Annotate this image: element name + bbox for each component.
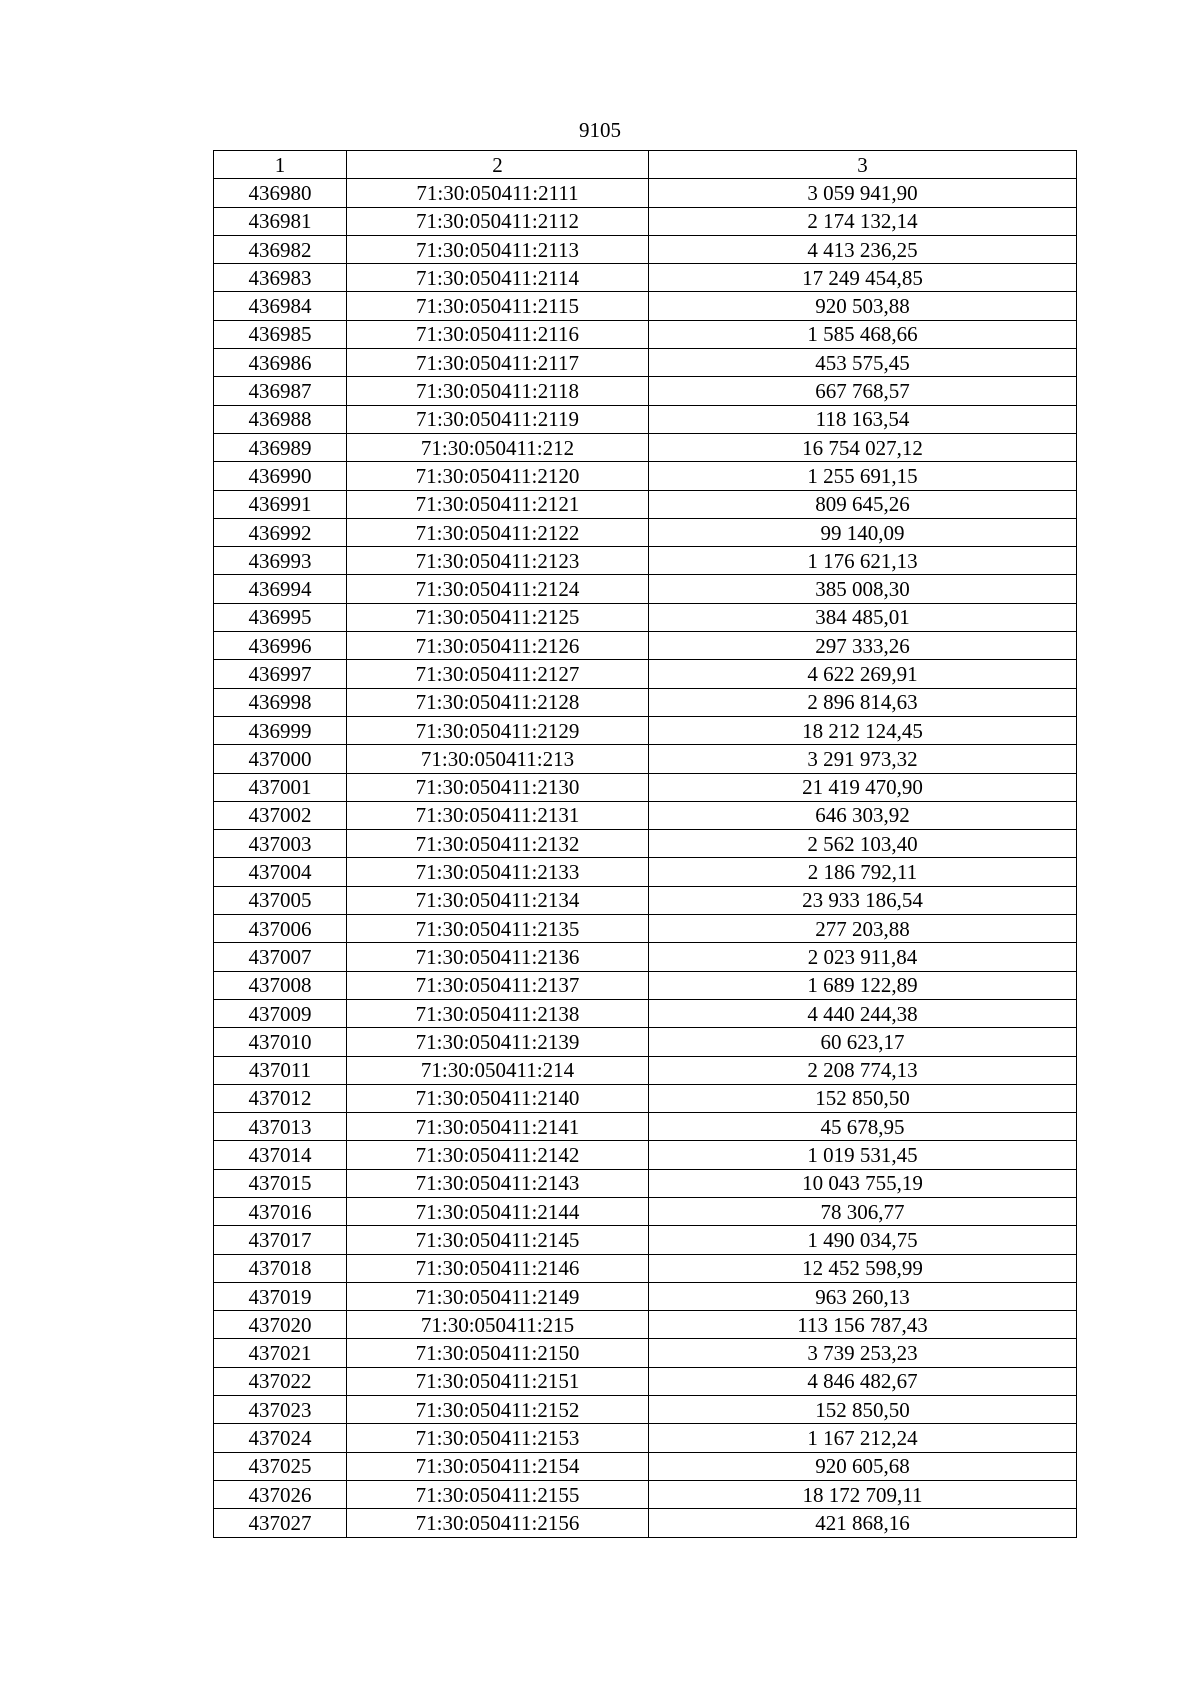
table-row bbox=[214, 1084, 1077, 1112]
row-number-cell: 436997 bbox=[214, 660, 347, 688]
row-number-cell: 437027 bbox=[214, 1509, 347, 1537]
cadastral-number-cell: 71:30:050411:2144 bbox=[347, 1197, 649, 1225]
cadastral-number-cell: 71:30:050411:2112 bbox=[347, 207, 649, 235]
table-row bbox=[214, 1141, 1077, 1169]
row-number-cell: 437006 bbox=[214, 915, 347, 943]
table-row bbox=[214, 660, 1077, 688]
table-row bbox=[214, 688, 1077, 716]
table-row bbox=[214, 632, 1077, 660]
value-cell: 4 413 236,25 bbox=[649, 235, 1077, 263]
cadastral-number-cell: 71:30:050411:2121 bbox=[347, 490, 649, 518]
row-number-cell: 436994 bbox=[214, 575, 347, 603]
cadastral-number-cell: 71:30:050411:214 bbox=[347, 1056, 649, 1084]
table-row bbox=[214, 292, 1077, 320]
cadastral-number-cell: 71:30:050411:2119 bbox=[347, 405, 649, 433]
row-number-cell: 436983 bbox=[214, 264, 347, 292]
row-number-cell: 436986 bbox=[214, 349, 347, 377]
row-number-cell: 436992 bbox=[214, 518, 347, 546]
value-cell: 1 689 122,89 bbox=[649, 971, 1077, 999]
value-cell: 152 850,50 bbox=[649, 1084, 1077, 1112]
registry-table bbox=[213, 150, 1077, 1538]
cadastral-number-cell: 71:30:050411:212 bbox=[347, 433, 649, 461]
cadastral-number-cell: 71:30:050411:2122 bbox=[347, 518, 649, 546]
row-number-cell: 437003 bbox=[214, 830, 347, 858]
row-number-cell: 437002 bbox=[214, 801, 347, 829]
value-cell: 963 260,13 bbox=[649, 1282, 1077, 1310]
table-row bbox=[214, 999, 1077, 1027]
cadastral-number-cell: 71:30:050411:2118 bbox=[347, 377, 649, 405]
table-row bbox=[214, 773, 1077, 801]
value-cell: 2 208 774,13 bbox=[649, 1056, 1077, 1084]
value-cell: 3 739 253,23 bbox=[649, 1339, 1077, 1367]
cadastral-number-cell: 71:30:050411:2115 bbox=[347, 292, 649, 320]
value-cell: 3 291 973,32 bbox=[649, 745, 1077, 773]
row-number-cell: 437024 bbox=[214, 1424, 347, 1452]
row-number-cell: 437018 bbox=[214, 1254, 347, 1282]
table-row bbox=[214, 207, 1077, 235]
cadastral-number-cell: 71:30:050411:2143 bbox=[347, 1169, 649, 1197]
value-cell: 1 490 034,75 bbox=[649, 1226, 1077, 1254]
value-cell: 152 850,50 bbox=[649, 1396, 1077, 1424]
row-number-cell: 436985 bbox=[214, 320, 347, 348]
value-cell: 4 846 482,67 bbox=[649, 1367, 1077, 1395]
value-cell: 2 186 792,11 bbox=[649, 858, 1077, 886]
table-row bbox=[214, 405, 1077, 433]
row-number-cell: 436989 bbox=[214, 433, 347, 461]
cadastral-number-cell: 71:30:050411:215 bbox=[347, 1311, 649, 1339]
row-number-cell: 436993 bbox=[214, 547, 347, 575]
cadastral-number-cell: 71:30:050411:2130 bbox=[347, 773, 649, 801]
row-number-cell: 436981 bbox=[214, 207, 347, 235]
cadastral-number-cell: 71:30:050411:2151 bbox=[347, 1367, 649, 1395]
cadastral-number-cell: 71:30:050411:2131 bbox=[347, 801, 649, 829]
cadastral-number-cell: 71:30:050411:2136 bbox=[347, 943, 649, 971]
value-cell: 809 645,26 bbox=[649, 490, 1077, 518]
cadastral-number-cell: 71:30:050411:2111 bbox=[347, 179, 649, 207]
row-number-cell: 437017 bbox=[214, 1226, 347, 1254]
table-row bbox=[214, 518, 1077, 546]
cadastral-number-cell: 71:30:050411:2149 bbox=[347, 1282, 649, 1310]
value-cell: 16 754 027,12 bbox=[649, 433, 1077, 461]
page-number: 9105 bbox=[579, 118, 621, 142]
value-cell: 113 156 787,43 bbox=[649, 1311, 1077, 1339]
value-cell: 4 622 269,91 bbox=[649, 660, 1077, 688]
row-number-cell: 437019 bbox=[214, 1282, 347, 1310]
cadastral-number-cell: 71:30:050411:2126 bbox=[347, 632, 649, 660]
table-row bbox=[214, 1113, 1077, 1141]
row-number-cell: 436982 bbox=[214, 235, 347, 263]
value-cell: 60 623,17 bbox=[649, 1028, 1077, 1056]
cadastral-number-cell: 71:30:050411:2150 bbox=[347, 1339, 649, 1367]
cadastral-number-cell: 71:30:050411:213 bbox=[347, 745, 649, 773]
value-cell: 646 303,92 bbox=[649, 801, 1077, 829]
table-row bbox=[214, 801, 1077, 829]
table-row bbox=[214, 830, 1077, 858]
table-row bbox=[214, 1282, 1077, 1310]
cadastral-number-cell: 71:30:050411:2116 bbox=[347, 320, 649, 348]
cadastral-number-cell: 71:30:050411:2134 bbox=[347, 886, 649, 914]
row-number-cell: 437012 bbox=[214, 1084, 347, 1112]
table-row bbox=[214, 235, 1077, 263]
value-cell: 1 585 468,66 bbox=[649, 320, 1077, 348]
value-cell: 421 868,16 bbox=[649, 1509, 1077, 1537]
table-row bbox=[214, 377, 1077, 405]
cadastral-number-cell: 71:30:050411:2137 bbox=[347, 971, 649, 999]
cadastral-number-cell: 71:30:050411:2139 bbox=[347, 1028, 649, 1056]
cadastral-number-cell: 71:30:050411:2124 bbox=[347, 575, 649, 603]
table-row bbox=[214, 745, 1077, 773]
row-number-cell: 436999 bbox=[214, 716, 347, 744]
table-row bbox=[214, 264, 1077, 292]
column-header-1: 1 bbox=[214, 151, 347, 179]
value-cell: 10 043 755,19 bbox=[649, 1169, 1077, 1197]
row-number-cell: 437022 bbox=[214, 1367, 347, 1395]
row-number-cell: 437015 bbox=[214, 1169, 347, 1197]
cadastral-number-cell: 71:30:050411:2155 bbox=[347, 1480, 649, 1508]
table-row bbox=[214, 462, 1077, 490]
row-number-cell: 437025 bbox=[214, 1452, 347, 1480]
table-row bbox=[214, 1339, 1077, 1367]
table-row bbox=[214, 1028, 1077, 1056]
row-number-cell: 437000 bbox=[214, 745, 347, 773]
table-row bbox=[214, 886, 1077, 914]
table-row bbox=[214, 1197, 1077, 1225]
cadastral-number-cell: 71:30:050411:2133 bbox=[347, 858, 649, 886]
table-row bbox=[214, 716, 1077, 744]
row-number-cell: 436980 bbox=[214, 179, 347, 207]
table-row bbox=[214, 575, 1077, 603]
row-number-cell: 437010 bbox=[214, 1028, 347, 1056]
value-cell: 12 452 598,99 bbox=[649, 1254, 1077, 1282]
table-row bbox=[214, 1509, 1077, 1537]
table-row bbox=[214, 1169, 1077, 1197]
value-cell: 453 575,45 bbox=[649, 349, 1077, 377]
value-cell: 118 163,54 bbox=[649, 405, 1077, 433]
value-cell: 1 255 691,15 bbox=[649, 462, 1077, 490]
table-row bbox=[214, 179, 1077, 207]
column-header-3: 3 bbox=[649, 151, 1077, 179]
table-row bbox=[214, 603, 1077, 631]
cadastral-number-cell: 71:30:050411:2142 bbox=[347, 1141, 649, 1169]
table-row bbox=[214, 915, 1077, 943]
cadastral-number-cell: 71:30:050411:2145 bbox=[347, 1226, 649, 1254]
table-row bbox=[214, 943, 1077, 971]
value-cell: 17 249 454,85 bbox=[649, 264, 1077, 292]
cadastral-number-cell: 71:30:050411:2127 bbox=[347, 660, 649, 688]
value-cell: 23 933 186,54 bbox=[649, 886, 1077, 914]
cadastral-number-cell: 71:30:050411:2135 bbox=[347, 915, 649, 943]
value-cell: 297 333,26 bbox=[649, 632, 1077, 660]
cadastral-number-cell: 71:30:050411:2146 bbox=[347, 1254, 649, 1282]
cadastral-number-cell: 71:30:050411:2132 bbox=[347, 830, 649, 858]
row-number-cell: 437026 bbox=[214, 1480, 347, 1508]
cadastral-number-cell: 71:30:050411:2152 bbox=[347, 1396, 649, 1424]
cadastral-number-cell: 71:30:050411:2125 bbox=[347, 603, 649, 631]
table-row bbox=[214, 1311, 1077, 1339]
row-number-cell: 436991 bbox=[214, 490, 347, 518]
table-row bbox=[214, 1226, 1077, 1254]
value-cell: 667 768,57 bbox=[649, 377, 1077, 405]
row-number-cell: 437001 bbox=[214, 773, 347, 801]
table-row bbox=[214, 971, 1077, 999]
table-row bbox=[214, 1396, 1077, 1424]
row-number-cell: 437023 bbox=[214, 1396, 347, 1424]
cadastral-number-cell: 71:30:050411:2129 bbox=[347, 716, 649, 744]
value-cell: 18 212 124,45 bbox=[649, 716, 1077, 744]
row-number-cell: 437014 bbox=[214, 1141, 347, 1169]
cadastral-number-cell: 71:30:050411:2123 bbox=[347, 547, 649, 575]
value-cell: 18 172 709,11 bbox=[649, 1480, 1077, 1508]
value-cell: 99 140,09 bbox=[649, 518, 1077, 546]
value-cell: 920 605,68 bbox=[649, 1452, 1077, 1480]
value-cell: 4 440 244,38 bbox=[649, 999, 1077, 1027]
row-number-cell: 437005 bbox=[214, 886, 347, 914]
value-cell: 3 059 941,90 bbox=[649, 179, 1077, 207]
row-number-cell: 436995 bbox=[214, 603, 347, 631]
row-number-cell: 436998 bbox=[214, 688, 347, 716]
value-cell: 1 019 531,45 bbox=[649, 1141, 1077, 1169]
cadastral-number-cell: 71:30:050411:2154 bbox=[347, 1452, 649, 1480]
cadastral-number-cell: 71:30:050411:2153 bbox=[347, 1424, 649, 1452]
row-number-cell: 437007 bbox=[214, 943, 347, 971]
row-number-cell: 436990 bbox=[214, 462, 347, 490]
table-row bbox=[214, 349, 1077, 377]
row-number-cell: 437021 bbox=[214, 1339, 347, 1367]
column-header-2: 2 bbox=[347, 151, 649, 179]
value-cell: 2 174 132,14 bbox=[649, 207, 1077, 235]
row-number-cell: 437020 bbox=[214, 1311, 347, 1339]
table-row bbox=[214, 1254, 1077, 1282]
value-cell: 384 485,01 bbox=[649, 603, 1077, 631]
table-row bbox=[214, 547, 1077, 575]
row-number-cell: 436987 bbox=[214, 377, 347, 405]
table-row bbox=[214, 1424, 1077, 1452]
row-number-cell: 437004 bbox=[214, 858, 347, 886]
table-row bbox=[214, 1452, 1077, 1480]
value-cell: 21 419 470,90 bbox=[649, 773, 1077, 801]
cadastral-number-cell: 71:30:050411:2156 bbox=[347, 1509, 649, 1537]
table-row bbox=[214, 858, 1077, 886]
table-row bbox=[214, 1056, 1077, 1084]
value-cell: 78 306,77 bbox=[649, 1197, 1077, 1225]
cadastral-number-cell: 71:30:050411:2113 bbox=[347, 235, 649, 263]
row-number-cell: 437013 bbox=[214, 1113, 347, 1141]
table-row bbox=[214, 433, 1077, 461]
table-header-row bbox=[214, 151, 1077, 179]
row-number-cell: 437016 bbox=[214, 1197, 347, 1225]
table-row bbox=[214, 1480, 1077, 1508]
cadastral-number-cell: 71:30:050411:2140 bbox=[347, 1084, 649, 1112]
row-number-cell: 436988 bbox=[214, 405, 347, 433]
cadastral-number-cell: 71:30:050411:2141 bbox=[347, 1113, 649, 1141]
row-number-cell: 436996 bbox=[214, 632, 347, 660]
cadastral-number-cell: 71:30:050411:2128 bbox=[347, 688, 649, 716]
cadastral-number-cell: 71:30:050411:2138 bbox=[347, 999, 649, 1027]
value-cell: 2 896 814,63 bbox=[649, 688, 1077, 716]
cadastral-number-cell: 71:30:050411:2117 bbox=[347, 349, 649, 377]
value-cell: 1 167 212,24 bbox=[649, 1424, 1077, 1452]
value-cell: 2 023 911,84 bbox=[649, 943, 1077, 971]
value-cell: 45 678,95 bbox=[649, 1113, 1077, 1141]
row-number-cell: 437011 bbox=[214, 1056, 347, 1084]
value-cell: 2 562 103,40 bbox=[649, 830, 1077, 858]
table-row bbox=[214, 490, 1077, 518]
table-row bbox=[214, 320, 1077, 348]
value-cell: 1 176 621,13 bbox=[649, 547, 1077, 575]
value-cell: 277 203,88 bbox=[649, 915, 1077, 943]
value-cell: 385 008,30 bbox=[649, 575, 1077, 603]
cadastral-number-cell: 71:30:050411:2114 bbox=[347, 264, 649, 292]
row-number-cell: 437008 bbox=[214, 971, 347, 999]
value-cell: 920 503,88 bbox=[649, 292, 1077, 320]
table-body bbox=[214, 179, 1077, 1537]
table-row bbox=[214, 1367, 1077, 1395]
cadastral-number-cell: 71:30:050411:2120 bbox=[347, 462, 649, 490]
row-number-cell: 436984 bbox=[214, 292, 347, 320]
row-number-cell: 437009 bbox=[214, 999, 347, 1027]
